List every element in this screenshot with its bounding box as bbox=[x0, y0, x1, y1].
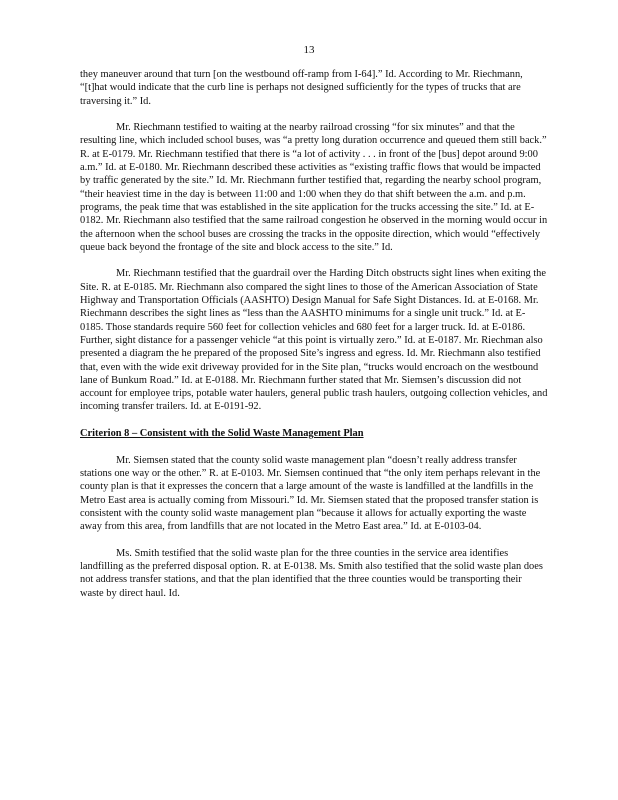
section-heading-criterion-8: Criterion 8 – Consistent with the Solid Waste Management Plan bbox=[80, 428, 364, 440]
page-number: 13 bbox=[303, 44, 315, 56]
paragraph-continuation: they maneuver around that turn [on the westbound off-ramp from I-64].” Id. According to Mr. Riechmann, “[t]hat would indicate that the curb line is perhaps not designed sufficiently for the types of trucks that are traversing it.” Id. bbox=[80, 69, 523, 107]
paragraph-railroad-crossing: Mr. Riechmann testified to waiting at the nearby railroad crossing “for six minutes” and that the resulting line, which included school buses, was “a pretty long duration occurrence and queued them still back.” R. at E-0179. Mr. Riechmann testified that there is “a lot of activity . . . in front of the [bus] depot around 9:00 a.m.” Id. at E-0180. Mr. Riechmann described these activities as “existing traffic flows that would be impacted by traffic generated by the site.” Id. Mr. Riechmann further testified that, regarding the nearby school program, “their heaviest time in the day is between 11:00 and 1:00 when they do that shift between the a.m. and p.m. programs, the peak time that was established in the site application for the trucks accessing the site.” Id. at E-0182. Mr. Riechmann also testified that the same railroad congestion he observed in the morning would occur in the afternoon when the school buses are crossing the tracks in the opposite direction, which would “effectively queue back beyond the frontage of the site and block access to the site.” Id. bbox=[80, 122, 548, 253]
body-text bbox=[80, 68, 548, 613]
paragraph-smith-plan: Ms. Smith testified that the solid waste plan for the three counties in the service area identifies landfilling as the preferred disposal option. R. at E-0138. Ms. Smith also testified that the solid waste plan does not address transfer stations, and that the plan identified that the three counties would be transporting their waste by direct haul. Id. bbox=[80, 547, 543, 599]
paragraph-siemsen-plan: Mr. Siemsen stated that the county solid waste management plan “doesn’t really address transfer stations one way or the other.” R. at E-0103. Mr. Siemsen continued that “the only item perhaps relevant in the county plan is that it expresses the concern that a large amount of the waste is landfilled at the landfills in the Metro East area is actually coming from Missouri.” Id. Mr. Siemsen stated that the proposed transfer station is consistent with the county solid waste management plan “because it allows for actually exporting the waste away from this area, from landfills that are not located in the Metro East area.” Id. at E-0103-04. bbox=[80, 454, 541, 533]
paragraph-sight-lines: Mr. Riechmann testified that the guardrail over the Harding Ditch obstructs sight lines when exiting the Site. R. at E-0185. Mr. Riechmann also compared the sight lines to those of the American Association of State Highway and Transportation Officials (AASHTO) Design Manual for Safe Sight Distances. Id. at E-0168. Mr. Riechmann describes the sight lines as “less than the AASHTO minimums for a single unit truck.” Id. at E-0185. Those standards require 560 feet for collection vehicles and 680 feet for a larger truck. Id. at E-0186. Further, sight distance for a passenger vehicle “at this point is virtually zero.” Id. at E-0187. Mr. Riechman also presented a diagram the he prepared of the proposed Site’s ingress and egress. Id. Mr. Riechmann also testified that, even with the wide exit driveway provided for in the Site plan, “trucks would encroach on the westbound lane of Bunkum Road.” Id. at E-0188. Mr. Riechmann further stated that Mr. Siemsen’s discussion did not account for employee trips, potable water haulers, general public trash haulers, outgoing collection vehicles, and incoming transfer trailers. Id. at E-0191-92. bbox=[80, 268, 548, 413]
